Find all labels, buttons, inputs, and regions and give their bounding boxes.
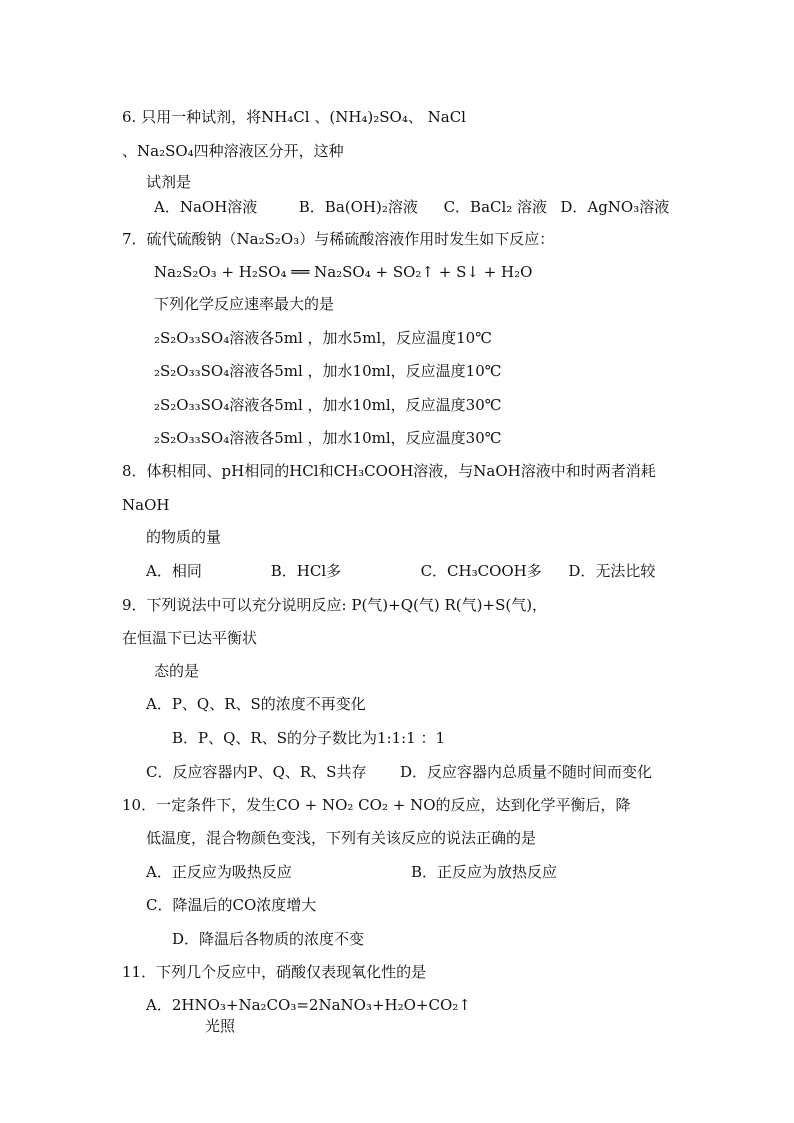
q7-stem-line3: 下列化学反应速率最大的是: [154, 295, 335, 313]
q9-option-c: C．反应容器内P、Q、R、S共存: [146, 763, 367, 781]
q9-option-d: D．反应容器内总质量不随时间而变化: [400, 763, 653, 781]
q6-option-c: C．BaCl₂ 溶液: [443, 198, 548, 216]
q6-option-d: D．AgNO₃溶液: [560, 198, 670, 216]
q9-option-a: A．P、Q、R、S的浓度不再变化: [146, 695, 366, 713]
q9-option-b: B．P、Q、R、S的分子数比为1:1:1 ：1: [172, 729, 446, 747]
q8-stem-line2: NaOH: [122, 496, 170, 514]
q10-stem-line2: 低温度，混合物颜色变浅，下列有关该反应的说法正确的是: [146, 829, 537, 847]
q11-condition-label: 光照: [205, 1017, 236, 1035]
q6-options: [154, 197, 669, 217]
q7-option-a: ₂S₂O₃₃SO₄溶液各5ml ，加水5ml，反应温度10℃: [154, 329, 492, 347]
q8-option-c: C．CH₃COOH多: [420, 562, 542, 580]
q9-stem-line3: 态的是: [154, 662, 200, 680]
q8-stem-line1: 8．体积相同、pH相同的HCl和CH₃COOH溶液，与NaOH溶液中和时两者消耗: [122, 462, 656, 480]
q8-option-b: B．HCl多: [270, 562, 342, 580]
q6-option-a: A．NaOH溶液: [154, 198, 258, 216]
q6-stem-line1: 6. 只用一种试剂，将NH₄Cl 、(NH₄)₂SO₄、 NaCl: [122, 108, 466, 126]
q7-stem-line1: 7．硫代硫酸钠（Na₂S₂O₃）与稀硫酸溶液作用时发生如下反应：: [122, 230, 555, 248]
q9-stem-line1: 9．下列说法中可以充分说明反应: P(气)+Q(气) R(气)+S(气)，: [122, 596, 548, 614]
q6-stem-line2: 、Na₂SO₄四种溶液区分开，这种: [122, 142, 344, 160]
q7-option-b: ₂S₂O₃₃SO₄溶液各5ml ，加水10ml，反应温度10℃: [154, 362, 502, 380]
q10-option-c: C．降温后的CO浓度增大: [146, 896, 317, 914]
q8-options: [146, 561, 655, 581]
q10-option-d: D．降温后各物质的浓度不变: [172, 930, 365, 948]
q6-stem-line3: 试剂是: [146, 173, 192, 191]
q9-stem-line2: 在恒温下已达平衡状: [122, 629, 258, 647]
q7-equation: Na₂S₂O₃ + H₂SO₄ ══ Na₂SO₄ + SO₂↑ + S↓ + H₂O: [154, 263, 533, 281]
q8-option-a: A．相同: [146, 562, 202, 580]
q7-option-d: ₂S₂O₃₃SO₄溶液各5ml ，加水10ml，反应温度30℃: [154, 429, 502, 447]
q10-stem-line1: 10．一定条件下，发生CO + NO₂ CO₂ + NO的反应，达到化学平衡后，降: [122, 796, 631, 814]
q8-option-d: D．无法比较: [568, 562, 656, 580]
q8-stem-line3: 的物质的量: [146, 528, 222, 546]
q10-option-b: B．正反应为放热反应: [411, 863, 558, 881]
q11-stem-line1: 11．下列几个反应中，硝酸仅表现氧化性的是: [122, 963, 427, 981]
q10-option-a: A．正反应为吸热反应: [146, 863, 292, 881]
q6-option-b: B．Ba(OH)₂溶液: [298, 198, 418, 216]
q7-option-c: ₂S₂O₃₃SO₄溶液各5ml ，加水10ml，反应温度30℃: [154, 396, 502, 414]
q11-option-a: A．2HNO₃+Na₂CO₃=2NaNO₃+H₂O+CO₂↑: [146, 996, 471, 1014]
